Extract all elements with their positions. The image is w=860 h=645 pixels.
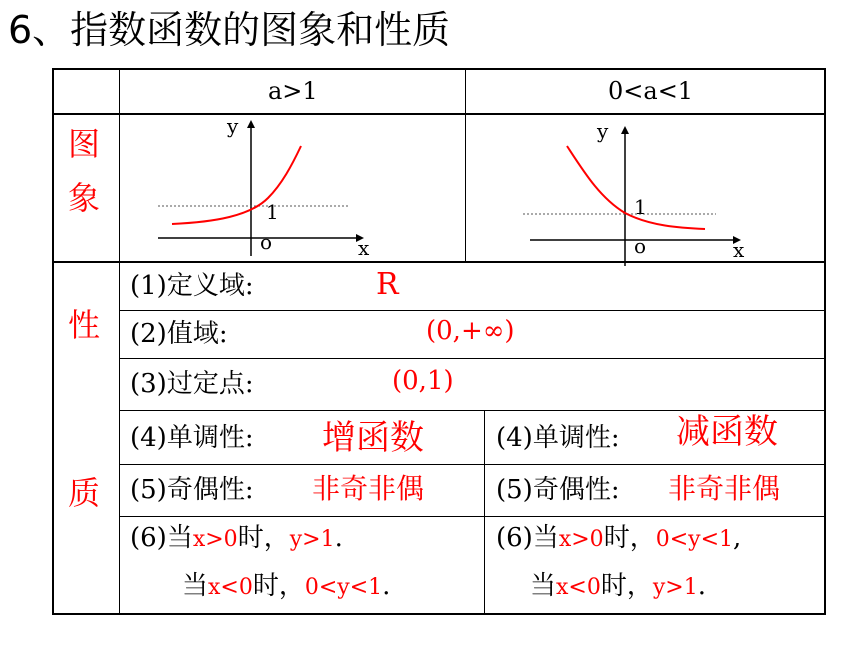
- condition-right-line-1: [496, 522, 741, 556]
- cond-text: 时，: [252, 571, 305, 601]
- cond-text: (6)当: [496, 523, 559, 553]
- cond-text: 当: [530, 571, 557, 601]
- graph1-x-label: x: [358, 236, 370, 260]
- domain-label: (1)定义域:: [130, 271, 254, 301]
- range-label: (2)值域:: [130, 319, 228, 349]
- cond-y: 0<y<1: [304, 575, 383, 600]
- graph2-x-label: x: [733, 238, 745, 262]
- page-title: 6、指数函数的图象和性质: [8, 8, 451, 52]
- cond-text: 时，: [600, 571, 653, 601]
- condition-left-line-1: [130, 522, 343, 556]
- side-label-graph-1: 图: [68, 125, 101, 163]
- cond-y: y>1: [652, 575, 698, 600]
- cond-y: y>1: [289, 527, 335, 552]
- cond-punct: ,: [733, 523, 742, 553]
- parity-value-left: 非奇非偶: [312, 472, 425, 505]
- header-a-between-0-1: 0<a<1: [608, 77, 694, 105]
- graph2-one-label: 1: [634, 195, 647, 219]
- cond-text: (6)当: [130, 523, 193, 553]
- parity-label-right: (5)奇偶性:: [496, 475, 620, 505]
- condition-right-line-2: [530, 570, 706, 604]
- range-value: (0,+∞): [426, 316, 515, 346]
- header-a-greater-1: a>1: [268, 77, 318, 105]
- cond-punct: .: [334, 523, 343, 553]
- domain-value: R: [376, 267, 399, 302]
- fixed-point-value: (0,1): [392, 366, 454, 396]
- cond-text: 时，: [237, 523, 290, 553]
- cond-x: x<0: [556, 575, 601, 600]
- cond-text: 当: [182, 571, 209, 601]
- monotonicity-value-left: 增函数: [322, 418, 424, 458]
- parity-value-right: 非奇非偶: [668, 472, 781, 505]
- cond-x: x>0: [558, 527, 604, 552]
- side-label-prop-2: 质: [68, 474, 101, 512]
- graph1-one-label: 1: [266, 200, 279, 224]
- monotonicity-label-left: (4)单调性:: [130, 423, 254, 453]
- cond-x: x<0: [208, 575, 253, 600]
- graph2-y-label: y: [597, 119, 609, 143]
- monotonicity-value-right: 减函数: [676, 412, 778, 452]
- graph2-origin-label: o: [634, 234, 647, 258]
- cond-text: 时，: [603, 523, 656, 553]
- side-label-graph-2: 象: [68, 179, 101, 217]
- monotonicity-label-right: (4)单调性:: [496, 423, 620, 453]
- side-label-prop-1: 性: [68, 306, 101, 344]
- cond-punct: .: [697, 571, 706, 601]
- cond-punct: .: [382, 571, 391, 601]
- parity-label-left: (5)奇偶性:: [130, 475, 254, 505]
- condition-left-line-2: [182, 570, 390, 604]
- y-axis-arrow-icon: [621, 126, 629, 134]
- cond-y: 0<y<1: [655, 527, 733, 552]
- graph1-origin-label: o: [260, 230, 273, 254]
- cond-x: x>0: [192, 527, 238, 552]
- fixed-point-label: (3)过定点:: [130, 369, 254, 399]
- graph1-y-label: y: [227, 114, 239, 138]
